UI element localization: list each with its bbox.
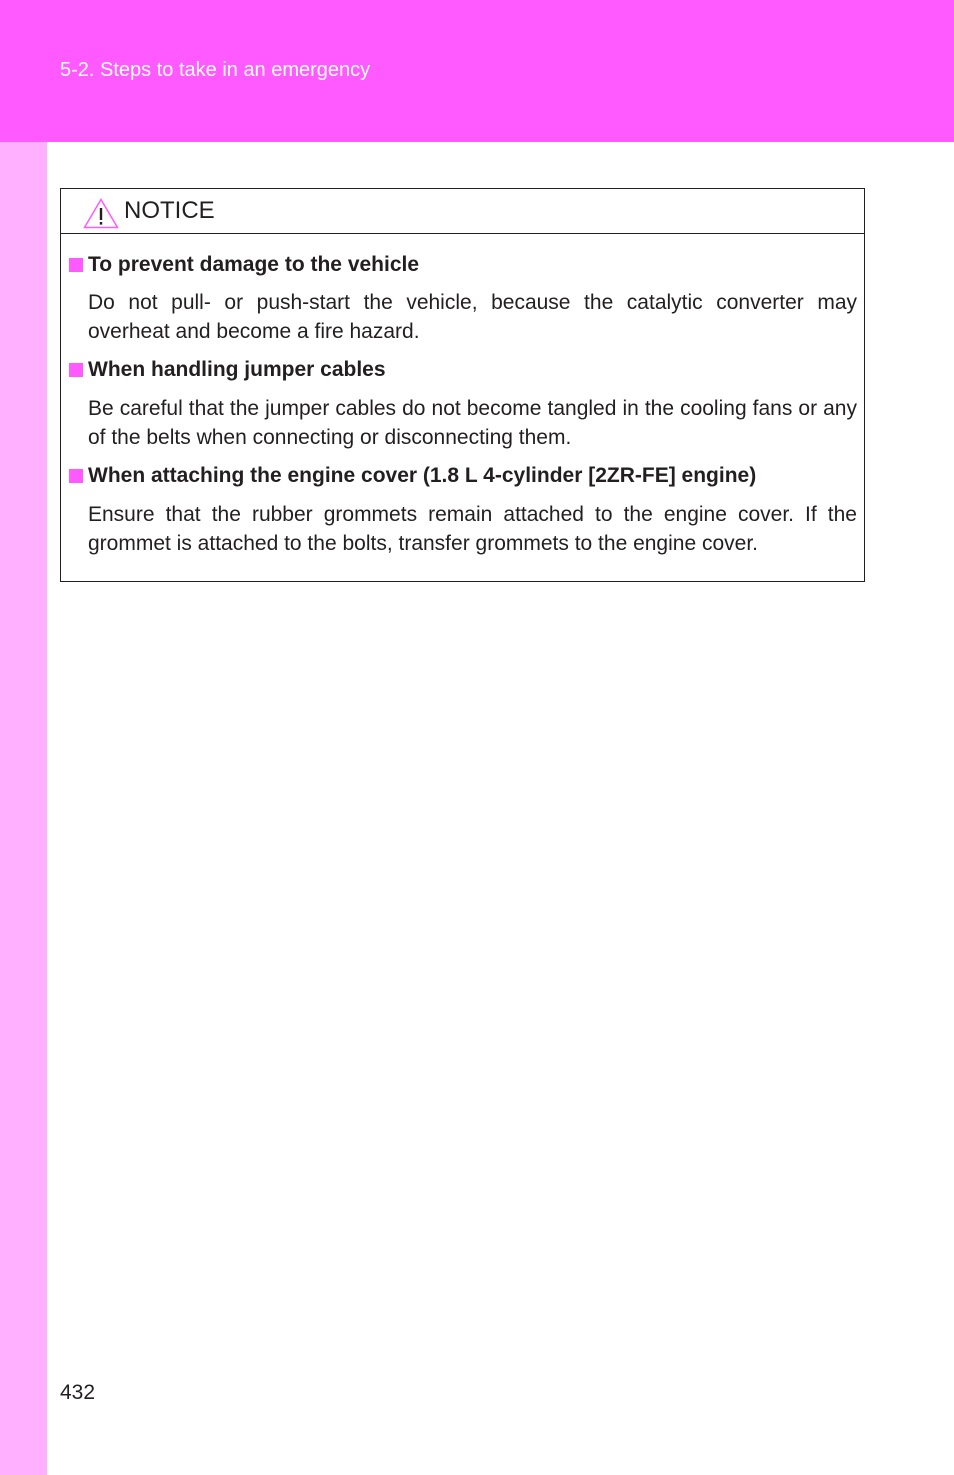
bullet-square-icon xyxy=(69,258,83,272)
notice-header xyxy=(61,189,864,234)
section-title: 5-2. Steps to take in an emergency xyxy=(60,59,371,81)
item-body-engine-cover: Ensure that the rubber grommets remain attached to the engine cover. If the grommet is attached to the bolts, transfer grommets to the engine cover. xyxy=(88,503,857,555)
warning-triangle-icon xyxy=(83,198,119,229)
item-heading-damage: To prevent damage to the vehicle xyxy=(88,253,420,276)
side-band xyxy=(0,142,47,1475)
item-heading-engine-cover: When attaching the engine cover (1.8 L 4-cylinder [2ZR-FE] engine) xyxy=(88,464,757,487)
bullet-square-icon xyxy=(69,363,83,377)
bullet-square-icon xyxy=(69,469,83,483)
item-heading-jumper: When handling jumper cables xyxy=(88,358,386,381)
page-number: 432 xyxy=(60,1381,96,1404)
item-body-jumper: Be careful that the jumper cables do not become tangled in the cooling fans or any of the belts when connecting or disconnecting them. xyxy=(88,397,857,449)
item-body-damage: Do not pull- or push-start the vehicle, because the catalytic converter may overheat and become a fire hazard. xyxy=(88,291,857,343)
notice-label: NOTICE xyxy=(124,197,215,224)
notice-box xyxy=(60,188,865,582)
